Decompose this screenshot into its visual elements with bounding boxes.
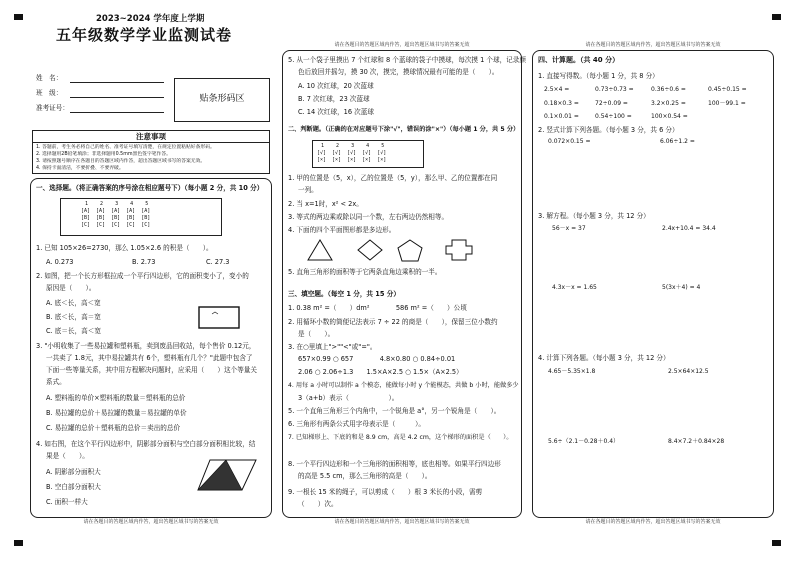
equation-item: 4.3x－x = 1.65 [552,284,597,291]
section-3-title: 三、填空题。（每空 1 分，共 15 分） [288,290,400,298]
footer-note: 请在各题目的答题区域内作答，超出答题区域书写的答案无效 [585,519,721,525]
q1-option-c: C. 27.3 [206,258,230,266]
calc-1-item: 2.5×4 = [544,86,570,93]
q4-option-a: A. 阴影部分面积大 [46,468,101,476]
fill-8: 8. 一个平行四边形和一个三角形的面积相等，底也相等。如果平行四边形 [288,460,501,468]
exam-number-label: 准考证号： [36,104,69,112]
triangle-shape [308,240,332,260]
name-line[interactable] [70,82,164,83]
registration-mark [772,540,781,546]
notice-text [33,143,269,173]
notice-line: 3. 请按照题号顺序在各题目的答题区域内作答，超出答题区域书写的答案无效。 [36,159,206,165]
compute-item: 8.4×7.2＋0.84×28 [668,438,725,445]
q5-option-c: C. 14 次红球，16 次蓝球 [298,108,374,116]
compute-item: 4.65－5.35×1.8 [548,368,596,375]
exam-title: 五年级数学学业监测试卷 [56,26,233,44]
footer-note: 请在各题目的答题区域内作答，超出答题区域书写的答案无效 [83,519,219,525]
rhombus-shape [358,240,382,260]
section-1-title: 一、选择题。（将正确答案的序号涂在相应题号下）（每小题 2 分，共 10 分） [36,184,264,192]
calc-2-title: 2. 竖式计算下列各题。（每小题 3 分，共 6 分） [538,126,679,134]
equation-item: 56－x = 37 [552,225,586,232]
q3-option-a: A. 塑料瓶的单价×塑料瓶的数量＝塑料瓶的总价 [46,394,186,402]
parallelogram-figure [196,458,258,492]
answer-grid-row[interactable]: [C] [C] [C] [C] [C] [81,222,151,228]
calc-1-item: 72÷0.09 = [595,100,628,107]
registration-mark [14,14,23,20]
fill-1: 1. 0.38 m² =（ ）dm² 586 m² =（ ）公顷 [288,304,467,312]
class-line[interactable] [70,97,164,98]
cross-shape [446,240,472,260]
answer-grid-row[interactable]: [A] [A] [A] [A] [A] [81,208,151,214]
compute-item: 2.5×64×12.5 [668,368,709,375]
compute-item: 5.6÷（2.1－0.28＋0.4） [548,438,620,445]
fill-7: 7. 已知梯形上、下底的和是 8.9 cm，高是 4.2 cm，这个梯形的面积是（ ）。 [288,434,513,441]
q4-option-b: B. 空白部分面积大 [46,483,101,491]
calc-1-item: 0.73÷0.73 = [595,86,634,93]
registration-mark [772,14,781,20]
notice-line: 4. 保持卡面清洁，不要折叠、不要弄破。 [36,166,124,172]
fill-3-row1: 657×0.99 ○ 657 4.8×0.80 ○ 0.84÷0.01 [298,355,456,363]
fill-9: 9. 一根长 15 米的绳子，可以剪成（ ）根 3 米长的小段，需剪 [288,488,483,496]
calc-2-item: 0.072×0.15 = [548,138,591,145]
fill-2: 2. 用循环小数的简便记法表示 7 ÷ 22 的商是（ ），保留三位小数约 [288,318,498,326]
fill-5: 5. 一个直角三角形三个内角中，一个锐角是 a°，另一个锐角是（ ）。 [288,407,501,415]
judge-1-cont: 一列。 [298,186,318,194]
footer-note: 请在各题目的答题区域内作答，超出答题区域书写的答案无效 [334,519,470,525]
q5-option-b: B. 7 次红球，23 次蓝球 [298,95,370,103]
calc-4-title: 4. 计算下列各题。（每小题 3 分，共 12 分） [538,354,670,362]
fill-8-cont: 的高是 5.5 cm，那么三角形的高是（ ）。 [298,472,432,480]
class-field-label: 班 级： [36,89,63,97]
barcode-label: 贴条形码区 [199,94,245,104]
calc-1-item: 0.54÷100 = [595,113,632,120]
notice-line: 1. 答题前，考生务必将自己的姓名、准考证号填写清楚，在规定位置粘贴好条形码。 [36,145,215,151]
q2-option-c: C. 底＝长，高＜宽 [46,327,101,335]
q3-option-b: B. 易拉罐的总价＋易拉罐的数量＝易拉罐的单价 [46,409,187,417]
fill-3-row2: 2.06 ○ 2.06÷1.3 1.5×A×2.5 ○ 1.5×（A×2.5） [298,368,463,376]
q1-option-a: A. 0.273 [46,258,74,266]
question-4: 4. 如右图，在这个平行四边形中，阴影部分面积与空白部分面积相比较，结 [36,440,256,448]
calc-1-item: 100－99.1 = [708,100,746,107]
q5-option-a: A. 10 次红球，20 次蓝球 [298,82,374,90]
q4-option-c: C. 面积一样大 [46,498,88,506]
answer-grid-judge[interactable] [312,140,424,168]
section-2-box [282,50,522,518]
exam-number-line[interactable] [70,112,164,113]
answer-grid-header: 1 2 3 4 5 [321,143,385,149]
barcode-area[interactable] [174,78,270,122]
rectangle-frame-figure [198,306,242,330]
q2-option-a: A. 底＜长，高＜宽 [46,299,101,307]
question-2-cont: 原因是（ ）。 [46,284,96,292]
question-2: 2. 如图，把一个长方形框拉成一个平行四边形，它的面积变小了，变小的 [36,272,249,280]
q2-option-b: B. 底＜长，高＝宽 [46,313,101,321]
fill-4-cont: 3（a+b）表示（ ）。 [298,394,399,402]
question-3-cont: 下面一些等量关系，其中用方程解决问题时，应采用（ ）这个等量关 [46,366,257,374]
q3-option-c: C. 易拉罐的总价＋塑料瓶的总价＝卖出的总价 [46,424,181,432]
notice-box [32,130,270,174]
answer-grid-row[interactable]: [×] [×] [×] [×] [×] [317,157,387,163]
calc-1-title: 1. 直接写得数。（每小题 1 分，共 8 分） [538,72,659,80]
equation-item: 5(3x＋4) = 4 [662,284,701,291]
name-field-label: 姓 名： [36,74,63,82]
calc-2-item: 6.06÷1.2 = [660,138,695,145]
registration-mark [14,540,23,546]
calc-1-item: 3.2×0.25 = [651,100,686,107]
pentagon-shape [398,240,422,261]
fill-3: 3. 在○里填上">""<"或"="。 [288,343,377,351]
equation-item: 2.4x+10.4 = 34.4 [662,225,716,232]
section-4-title: 四、计算题。（共 40 分） [538,56,620,64]
question-4-cont: 果是（ ）。 [46,452,89,460]
question-3: 3. "小明收集了一些易拉罐和塑料瓶，卖到废品回收站，每个售价 0.12元， [36,342,256,350]
answer-grid-header: 1 2 3 4 5 [85,201,149,207]
fill-4: 4. 用每 a 小时可以制作 a 个模态，能做每小时 y 个能模态，共做 b 小时，能做多少 [288,382,519,389]
q1-option-b: B. 2.73 [132,258,156,266]
answer-grid-row[interactable]: [B] [B] [B] [B] [B] [81,215,151,221]
question-3-cont: 系式。 [46,378,66,386]
judge-2: 2. 当 x=1时，x² < 2x。 [288,200,363,208]
calc-3-title: 3. 解方程。（每小题 3 分，共 12 分） [538,212,650,220]
question-5-cont: 色后放回并摇匀，摸 30 次，摸完，摸球情况最有可能的是（ ）。 [298,68,499,76]
fill-9-cont: （ ）次。 [298,500,338,508]
judge-5: 5. 直角三角形的面积等于它两条直角边乘积的一半。 [288,268,442,276]
calc-1-item: 0.36÷0.6 = [651,86,686,93]
question-1: 1. 已知 105×26=2730，那么 1.05×2.6 的积是（ ）。 [36,244,213,252]
judge-4: 4. 下面的四个平面图形都是多边形。 [288,226,396,234]
notice-title: 注意事项 [33,131,269,143]
calc-1-item: 0.1×0.01 = [544,113,579,120]
question-5: 5. 从一个袋子里摸出 7 个红球和 8 个蓝球的袋子中摸球，每次摸 1 个球，记录颜 [288,56,526,64]
calc-1-item: 0.45÷0.15 = [708,86,747,93]
answer-grid-choice[interactable] [60,198,222,236]
calc-1-item: 0.18×0.3 = [544,100,579,107]
polygon-figures [306,238,502,264]
calc-1-item: 100×0.54 = [651,113,688,120]
fill-2-cont: 是（ ）。 [298,330,335,338]
question-3-cont: 一共卖了 1.8元，其中易拉罐共有 6个，塑料瓶有几个？"此题中包含了 [46,354,253,362]
header-note: 请在各题目的答题区域内作答，超出答题区域书写的答案无效 [334,42,470,48]
section-2-title: 二、判断题。（正确的在对应题号下涂"√"，错误的涂"×"）（每小题 1 分，共 5 分） [288,126,520,133]
fill-6: 6. 三角形有两条公式用字母表示是（ ）。 [288,420,425,428]
answer-grid-row[interactable]: [√] [√] [√] [√] [√] [317,150,387,156]
judge-3: 3. 等式的两边乘或除以同一个数，左右两边仍然相等。 [288,213,449,221]
judge-1: 1. 甲的位置是（5，x），乙的位置是（5，y），那么甲、乙的位置都在同 [288,174,498,182]
notice-line: 2. 选择题用2B铅笔填涂；非选择题用0.5mm黑色签字笔作答。 [36,152,171,158]
exam-year: 2023~2024 学年度上学期 [96,14,205,24]
header-note: 请在各题目的答题区域内作答，超出答题区域书写的答案无效 [585,42,721,48]
